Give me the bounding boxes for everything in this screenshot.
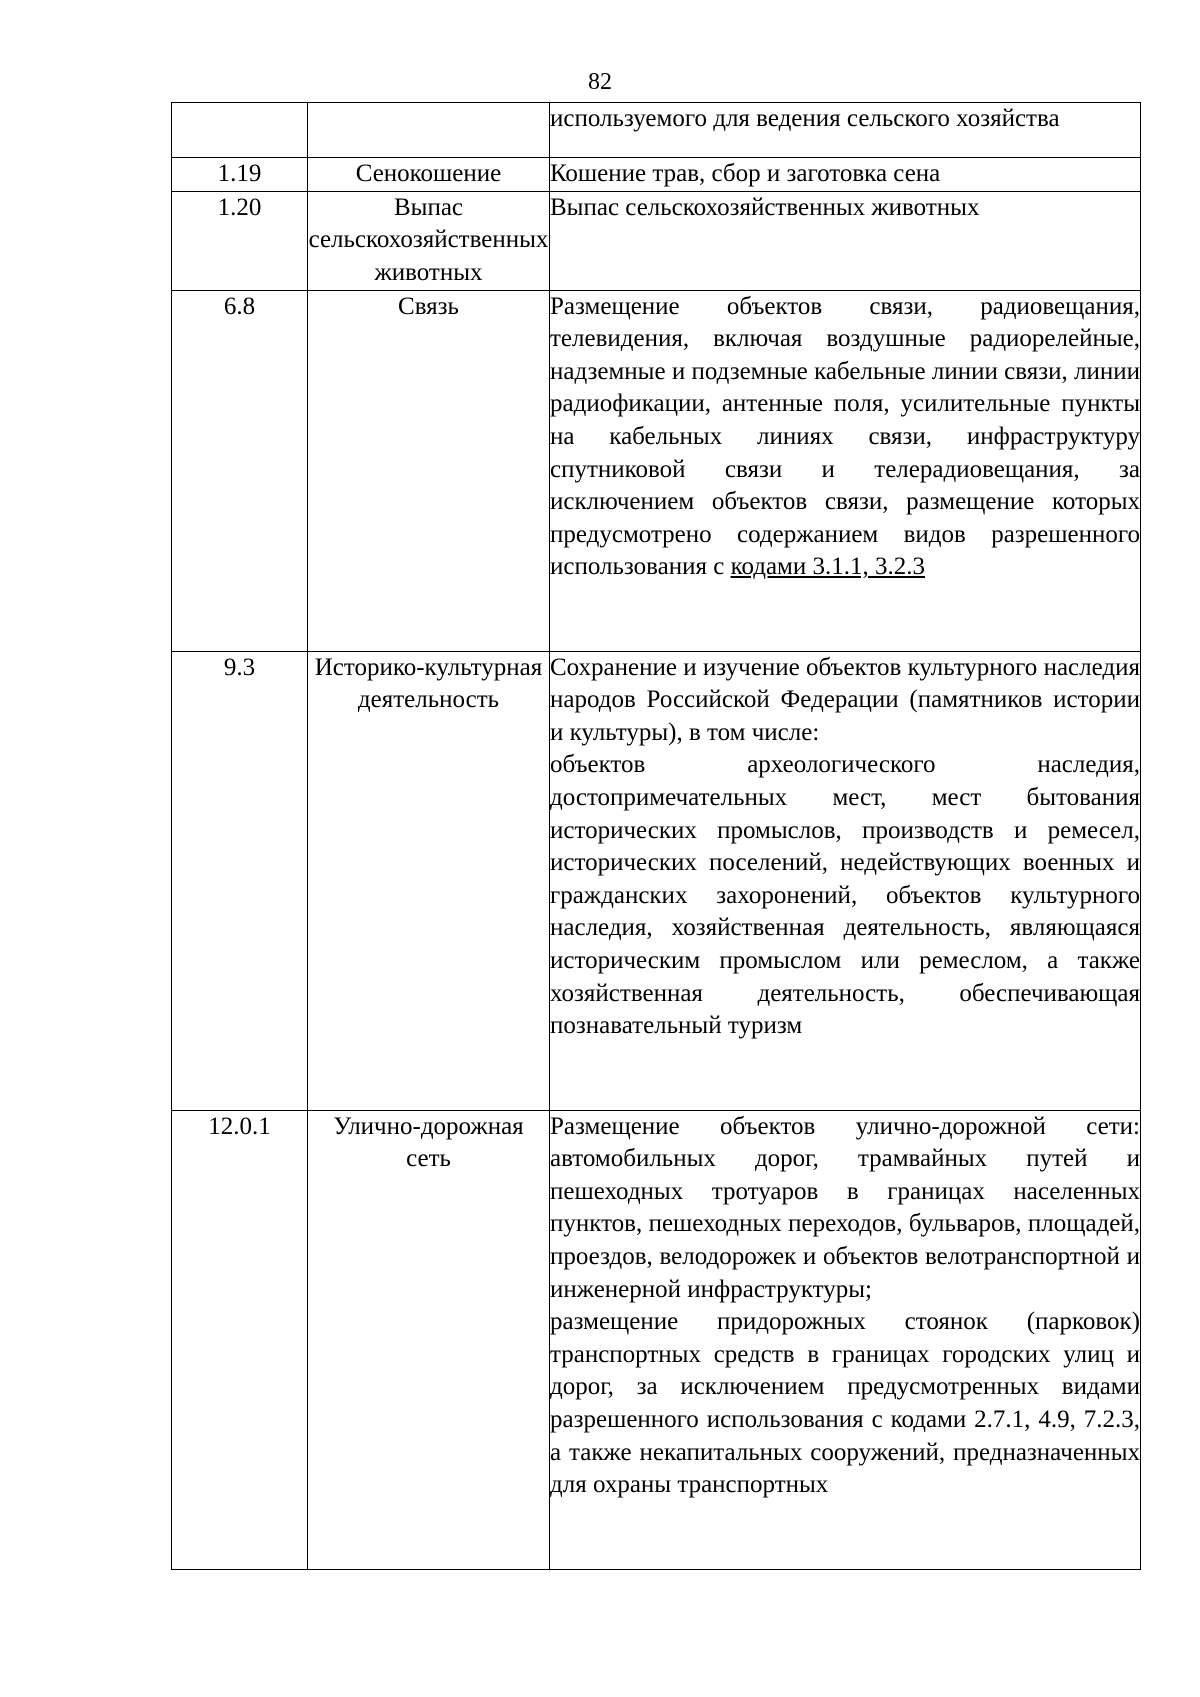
description-paragraph: Сохранение и изучение объектов культурного наследия народов Российской Федерации (памятников истории и культуры), в том числе: [550, 653, 1140, 746]
code-cell: 9.3 [172, 651, 308, 1110]
name-cell: Выпас сельскохозяйственных животных [308, 191, 550, 290]
codes-link[interactable]: кодами 3.1.1, 3.2.3 [730, 553, 925, 581]
land-use-table [171, 102, 1141, 1570]
name-cell [308, 103, 550, 158]
page-number: 82 [588, 69, 612, 95]
table-row [172, 158, 1141, 192]
table-row [172, 191, 1141, 290]
description-paragraph [550, 291, 1140, 584]
code-cell: 1.20 [172, 191, 308, 290]
description-cell [550, 191, 1141, 290]
description-paragraph: используемого для ведения сельского хозяйства [550, 105, 1060, 132]
code-cell [172, 103, 308, 158]
description-paragraph: Кошение трав, сбор и заготовка сена [550, 160, 941, 187]
code-cell: 1.19 [172, 158, 308, 192]
table-row [172, 1110, 1141, 1569]
table-row [172, 651, 1141, 1110]
description-cell [550, 1110, 1141, 1569]
description-paragraph: Выпас сельскохозяйственных животных [550, 193, 980, 221]
code-cell: 6.8 [172, 290, 308, 651]
name-cell: Историко-культурная деятельность [308, 651, 550, 1110]
name-cell: Улично-дорожная сеть [308, 1110, 550, 1569]
description-cell [550, 651, 1141, 1110]
description-paragraph: Размещение объектов улично-дорожной сети: автомобильных дорог, трамвайных путей и пешеходных тротуаров в границах населенных пунктов, пешеходных переходов, бульваров, площадей, проездов, велодорожек и объектов велотранспортной и инженерной инфраструктуры; [550, 1112, 1140, 1303]
description-paragraph: объектов археологического наследия, достопримечательных мест, мест бытования исторических промыслов, производств и ремесел, исторических поселений, недействующих военных и гражданских захоронений, объектов культурного наследия, хозяйственная деятельность, являющаяся историческим промыслом или ремеслом, а также хозяйственная деятельность, обеспечивающая познавательный туризм [550, 751, 1140, 1040]
description-cell [550, 290, 1141, 651]
description-text: Размещение объектов связи, радиовещания, телевидения, включая воздушные радиорелейные, надземные и подземные кабельные линии связи, линии радиофикации, антенные поля, усилительные пункты на кабельных линиях связи, инфраструктуру спутниковой связи и телерадиовещания, за исключением объектов связи, размещение которых предусмотрено содержанием видов разрешенного использования с [550, 292, 1140, 581]
name-cell: Связь [308, 290, 550, 651]
table-row [172, 103, 1141, 158]
description-paragraph: размещение придорожных стоянок (парковок) транспортных средств в границах городских улиц и дорог, за исключением предусмотренных видами разрешенного использования с кодами 2.7.1, 4.9, 7.2.3, а также некапитальных сооружений, предназначенных для охраны транспортных [550, 1308, 1140, 1499]
description-cell [550, 158, 1141, 192]
table-row [172, 290, 1141, 651]
description-cell [550, 103, 1141, 158]
name-cell: Сенокошение [308, 158, 550, 192]
code-cell: 12.0.1 [172, 1110, 308, 1569]
